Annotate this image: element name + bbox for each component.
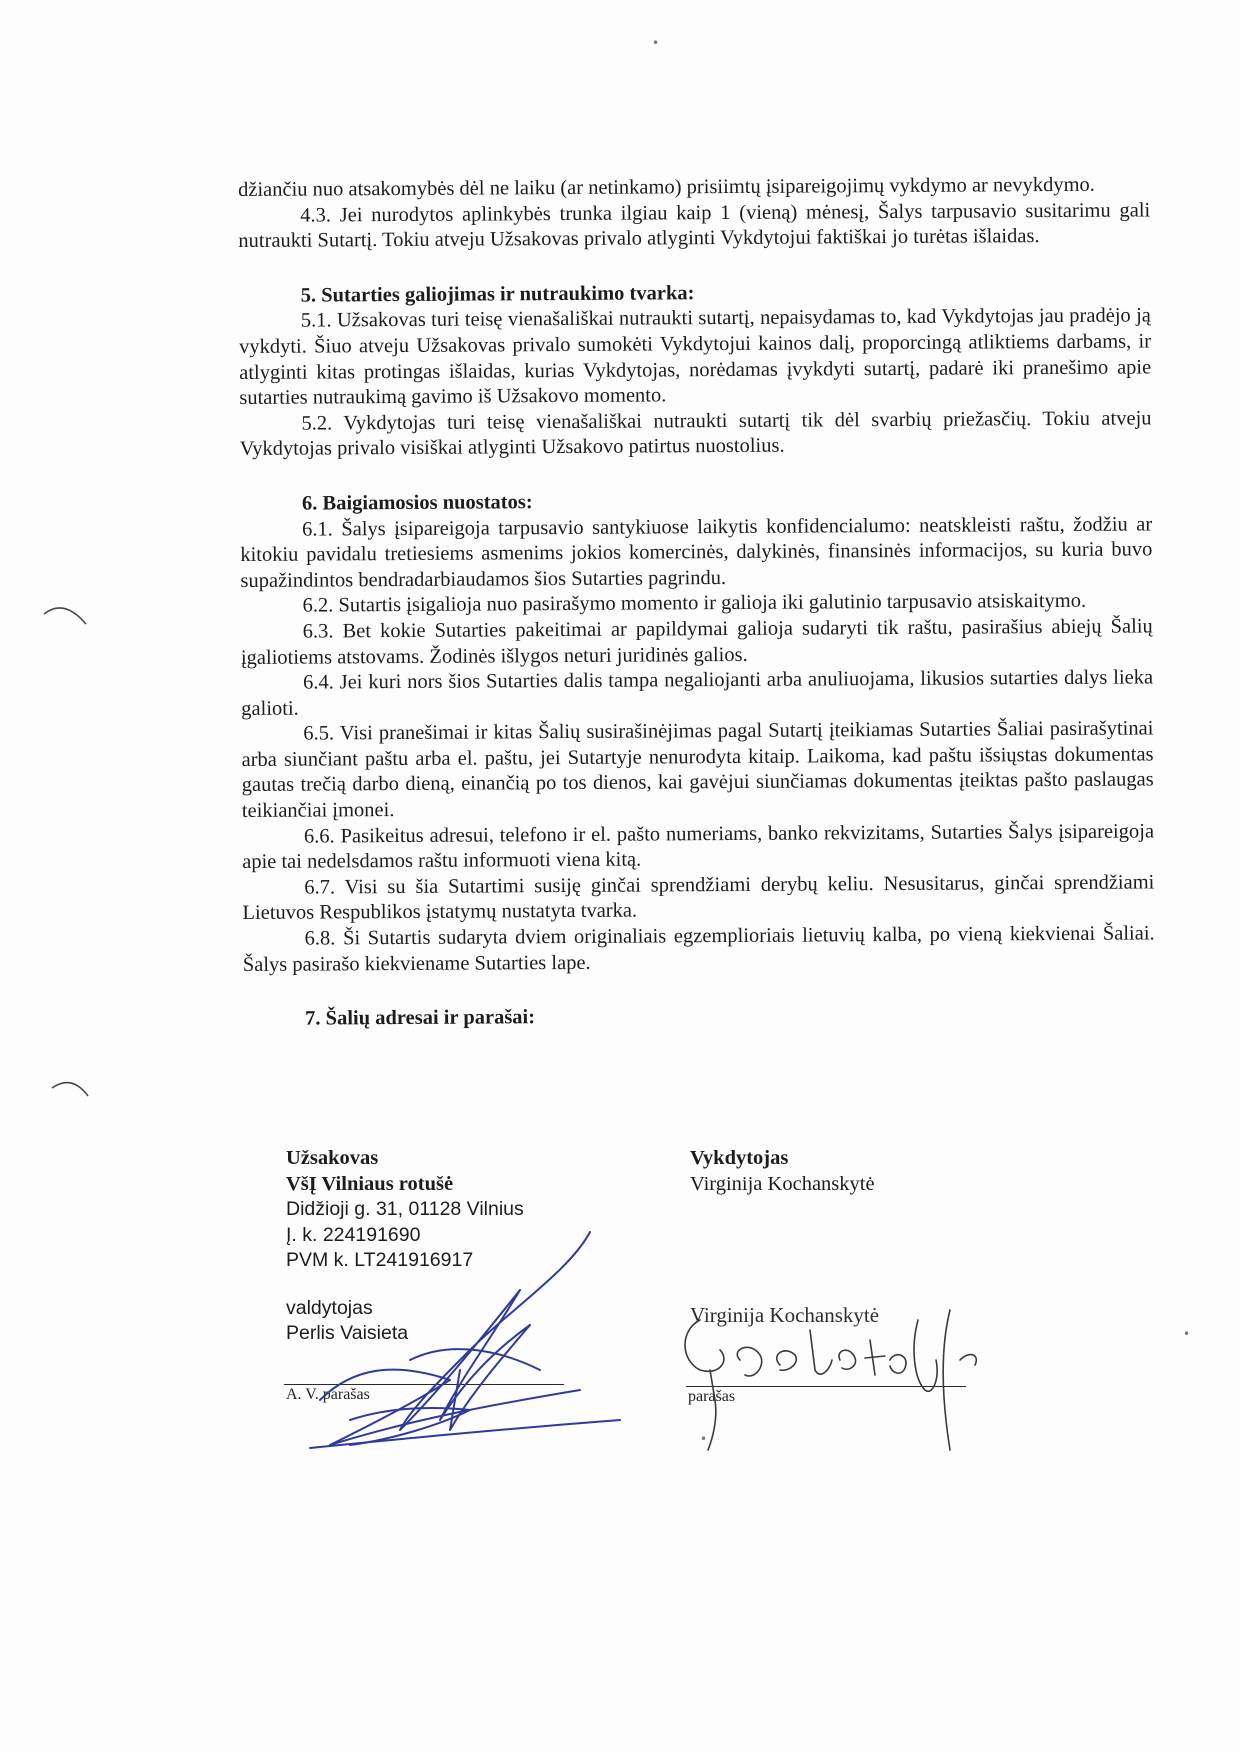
contract-body [238,172,1155,1032]
clause-6-2: 6.2. Sutartis įsigalioja nuo pasirašymo momento ir galioja iki galutinio tarpusavio atsiskaitymo. [302,590,1087,617]
section-7-heading: 7. Šalių adresai ir parašai: [305,1006,536,1030]
clause-6-6: 6.6. Pasikeitus adresui, telefono ir el. pašto numeriams, banko rekvizitams, Sutarties Šalys įsipareigoja apie tai nedelsdamos raštu informuoti viena kitą. [242,820,1155,874]
binder-hole-mark-upper [40,598,100,638]
scan-speck-bottom: • [700,1432,708,1446]
client-role: Užsakovas [286,1147,379,1169]
contractor-stamp-name: Virginija Kochanskytė [690,1303,880,1327]
contractor-name: Virginija Kochanskytė [690,1172,875,1195]
client-vat-code: PVM k. LT241916917 [286,1249,474,1271]
client-name: VšĮ Vilniaus rotušė [286,1172,454,1195]
client-signature [290,1230,670,1470]
contractor-role: Vykdytojas [690,1147,789,1169]
paragraph-intro-continued: džiančiu nuo atsakomybės dėl ne laiku (ar netinkamo) prisiimtų įsipareigojimų vykdymo ar nevykdymo. [238,173,1095,201]
clause-6-1: 6.1. Šalys įsipareigoja tarpusavio santykiuose laikytis konfidencialumo: neatskleisti raštu, žodžiu ar kitokiu pavidalu tretiesiems asmenims jokios komercinės, dalykinės, finansinės informacijos, su kuria buvo supažindintos bendradarbiaudamos šios Sutarties pagrindu. [240,512,1153,592]
scan-speck-right: • [1183,1327,1191,1341]
clause-5-2: 5.2. Vykdytojas turi teisę vienašališkai nutraukti sutartį tik dėl svarbių priežasčių. Tokiu atveju Vykdytojas privalo visiškai atlyginti Užsakovo patirtus nuostolius. [239,407,1152,461]
section-5-heading: 5. Sutarties galiojimas ir nutraukimo tvarka: [300,281,695,307]
contractor-details [690,1146,875,1197]
client-signature-caption: A. V. parašas [286,1386,370,1403]
scan-speck-top: • [652,36,660,50]
client-address: Didžioji g. 31, 01128 Vilnius [286,1198,524,1220]
clause-6-4: 6.4. Jei kuri nors šios Sutarties dalis tampa negaliojanti arba anuliuojama, likusios sutarties dalys lieka galioti. [241,666,1154,720]
clause-6-5: 6.5. Visi pranešimai ir kitas Šalių susirašinėjimas pagal Sutartį įteikiamas Sutarties Šaliai pasirašytinai arba siunčiant paštu arba el. paštu, jei Sutartyje nenurodyta kitaip. Laikoma, kad paštu išsiųstas dokumentas gautas trečią darbo dieną, einančią po tos dienos, kai gavėjui siunčiamas dokumentas įteiktas pašto paslaugas teikiančiai įmonei. [241,717,1154,823]
client-signer-name: Perlis Vaisieta [286,1322,409,1344]
clause-5-1: 5.1. Užsakovas turi teisę vienašališkai nutraukti sutartį, nepaisydamas to, kad Vykdytojas jau pradėjo ją vykdyti. Šiuo atveju Užsakovas privalo sumokėti Vykdytojui kainos dalį, proporcingą atliktiems darbams, ir atlyginti kitas protingas išlaidas, kurias Vykdytojas, norėdamas įvykdyti sutartį, padarė iki pranešimo apie sutarties nutraukimą gavimo iš Užsakovo momento. [238,304,1152,410]
contractor-signature-caption: parašas [688,1388,736,1405]
client-company-code: Į. k. 224191690 [286,1223,421,1246]
clause-6-7: 6.7. Visi su šia Sutartimi susiję ginčai sprendžiami derybų keliu. Nesusitarus, ginčai sprendžiami Lietuvos Respublikos įstatymų nustatyta tvarka. [242,871,1155,925]
client-signer-title: valdytojas [286,1296,373,1319]
section-6-heading: 6. Baigiamosios nuostatos: [301,491,533,515]
contractor-signature [670,1300,990,1460]
clause-6-3: 6.3. Bet kokie Sutarties pakeitimai ar papildymai galioja sudaryti tik raštu, pasirašius abiejų Šalių įgaliotiems atstovams. Žodinės išlygos neturi juridinės galios. [240,615,1153,669]
binder-hole-mark-lower [48,1074,108,1114]
clause-4-3: 4.3. Jei nurodytos aplinkybės trunka ilgiau kaip 1 (vieną) mėnesį, Šalys tarpusavio susitarimu gali nutraukti Sutartį. Tokiu atveju Užsakovas privalo atlyginti Vykdytojui faktiškai jo turėtas išlaidas. [238,199,1151,253]
clause-6-8: 6.8. Ši Sutartis sudaryta dviem originaliais egzemplioriais lietuvių kalba, po vieną kiekvienai Šaliai. Šalys pasirašo kiekviename Sutarties lape. [242,922,1155,976]
